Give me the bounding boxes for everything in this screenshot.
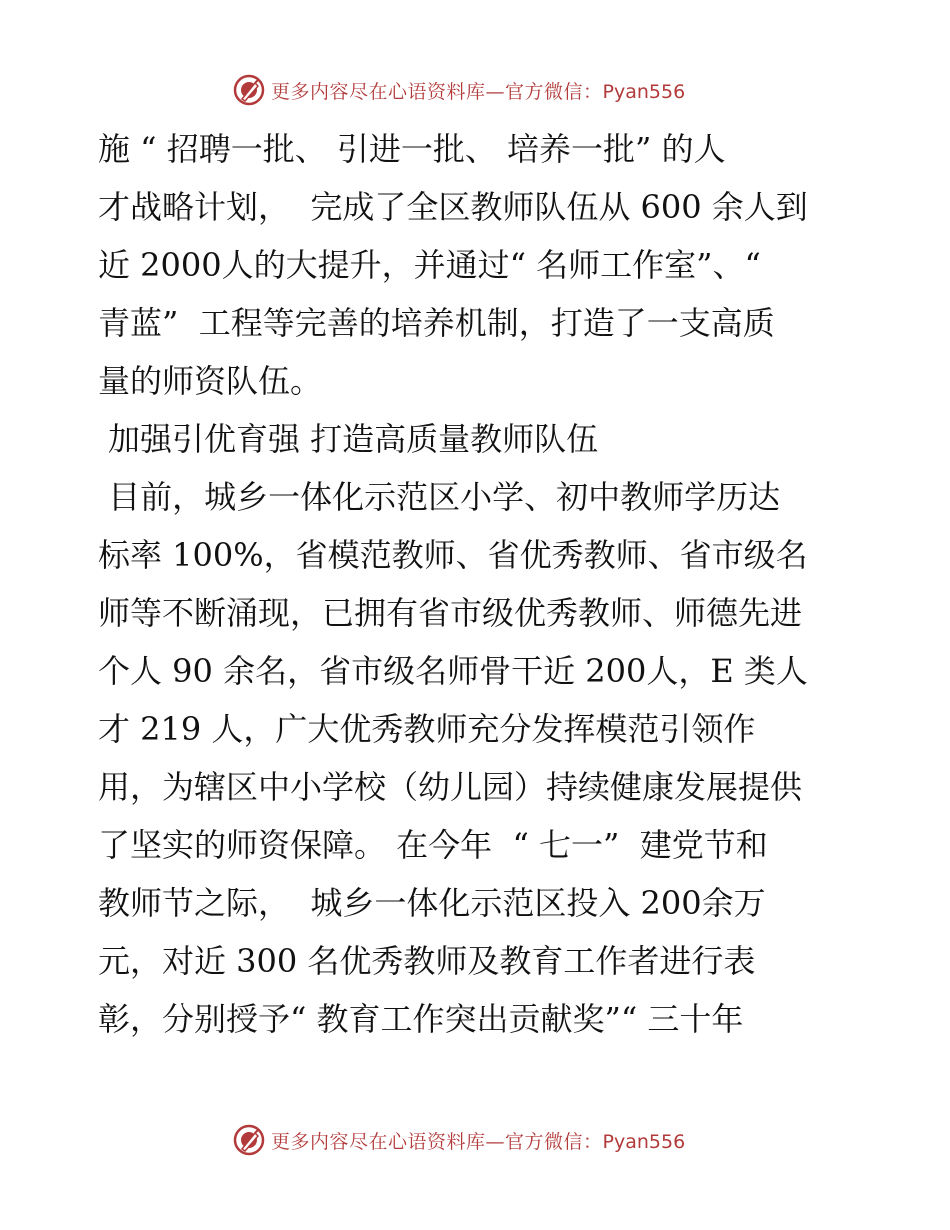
paragraph-2 xyxy=(98,468,888,1048)
watermark-footer xyxy=(233,1122,685,1158)
pen-quill-logo-icon xyxy=(233,1124,265,1156)
pen-quill-logo-icon xyxy=(233,74,265,106)
watermark-wechat-id: Pyan556 xyxy=(602,1130,686,1153)
text-line: 元，对近 300 名优秀教师及教育工作者进行表 xyxy=(98,942,756,980)
text-line: 标率 100%，省模范教师、省优秀教师、省市级名 xyxy=(98,536,808,574)
text-line: 才 219 人，广大优秀教师充分发挥模范引领作 xyxy=(98,710,756,748)
text-line: 目前，城乡一体化示范区小学、初中教师学历达 xyxy=(98,478,781,516)
watermark-header xyxy=(233,72,685,108)
watermark-wechat-id: Pyan556 xyxy=(602,80,686,103)
text-line: 青蓝” 工程等完善的培养机制，打造了一支高质 xyxy=(98,304,775,342)
watermark-label: 更多内容尽在心语资料库—官方微信： xyxy=(271,80,603,103)
watermark-text xyxy=(271,77,685,104)
text-line: 了坚实的师资保障。 在今年 “ 七一” 建党节和 xyxy=(98,826,768,864)
watermark-label: 更多内容尽在心语资料库—官方微信： xyxy=(271,1130,603,1153)
text-line: 施 “ 招聘一批、 引进一批、 培养一批” 的人 xyxy=(98,130,726,168)
text-line: 量的师资队伍。 xyxy=(98,362,323,400)
section-heading: 加强引优育强 打造高质量教师队伍 xyxy=(108,420,599,458)
watermark-text xyxy=(271,1127,685,1154)
text-line: 彰，分别授予“ 教育工作突出贡献奖”“ 三十年 xyxy=(98,1000,744,1038)
document-body xyxy=(98,120,888,1048)
text-line: 才战略计划， 完成了全区教师队伍从 600 余人到 xyxy=(98,188,808,226)
text-line: 个人 90 余名，省市级名师骨干近 200人，E 类人 xyxy=(98,652,808,690)
paragraph-1 xyxy=(98,120,888,410)
text-line: 师等不断涌现，已拥有省市级优秀教师、师德先进 xyxy=(98,594,803,632)
text-line: 教师节之际， 城乡一体化示范区投入 200余万 xyxy=(98,884,766,922)
text-line: 用，为辖区中小学校（幼儿园）持续健康发展提供 xyxy=(98,768,803,806)
text-line: 近 2000人的大提升，并通过“ 名师工作室”、“ xyxy=(98,246,761,284)
